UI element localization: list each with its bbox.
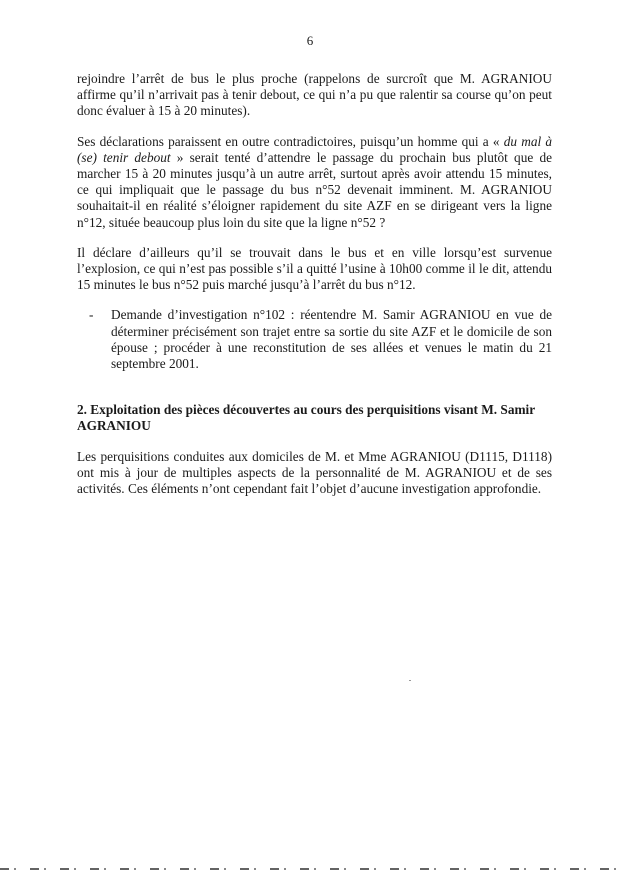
paragraph-bus-stop: rejoindre l’arrêt de bus le plus proche (rappelons de surcroît que M. AGRANIOU affirme qu’il n’arrivait pas à tenir debout, ce qui n’a pu que ralentir sa course qu’on peut donc évaluer à 15 à 20 minutes). bbox=[77, 71, 552, 119]
page-number: 6 bbox=[306, 33, 314, 48]
quoted-statement: du mal à (se) tenir debout bbox=[77, 133, 552, 165]
investigation-request bbox=[89, 307, 552, 372]
bullet-marker: - bbox=[89, 307, 94, 323]
scan-bottom-edge bbox=[0, 868, 620, 870]
paragraph-explosion-claim: Il déclare d’ailleurs qu’il se trouvait dans le bus et en ville lorsqu’est survenue l’explosion, ce qui n’est pas possible s’il a quitté l’usine à 10h00 comme il le dit, attendu 15 minutes le bus n°52 puis marché jusqu’à l’arrêt du bus n°12. bbox=[77, 244, 552, 293]
document-body bbox=[77, 71, 552, 511]
investigation-request-text: Demande d’investigation n°102 : réentendre M. Samir AGRANIOU en vue de déterminer précisément son trajet entre sa sortie du site AZF et le domicile de son épouse ; procéder à une reconstitution de ses allées et venues le matin du 21 septembre 2001. bbox=[111, 307, 552, 372]
paragraph-contradictions-end: » serait tenté d’attendre le passage du prochain bus plutôt que de marcher 15 à 20 minutes jusqu’à un autre arrêt, surtout après avoir attendu 15 minutes, ce qui impliquait que le passage du bus n°52 devenait imminent. M. AGRANIOU souhaitait-il en réalité s’éloigner rapidement du site AZF en se dirigeant vers la ligne n°12, située beaucoup plus loin du site que la ligne n°52 ? bbox=[77, 149, 552, 230]
section-heading: 2. Exploitation des pièces découvertes au cours des perquisitions visant M. Samir AGRANIOU bbox=[77, 402, 535, 434]
section-body: Les perquisitions conduites aux domiciles de M. et Mme AGRANIOU (D1115, D1118) ont mis à jour de multiples aspects de la personnalité de M. AGRANIOU et de ses activités. Ces éléments n’ont cependant fait l’objet d’aucune investigation approfondie. bbox=[77, 448, 552, 497]
paragraph-contradictions bbox=[77, 134, 552, 231]
scan-speck bbox=[409, 680, 411, 681]
paragraph-contradictions-start: Ses déclarations paraissent en outre contradictoires, puisqu’un homme qui a « bbox=[77, 133, 504, 149]
